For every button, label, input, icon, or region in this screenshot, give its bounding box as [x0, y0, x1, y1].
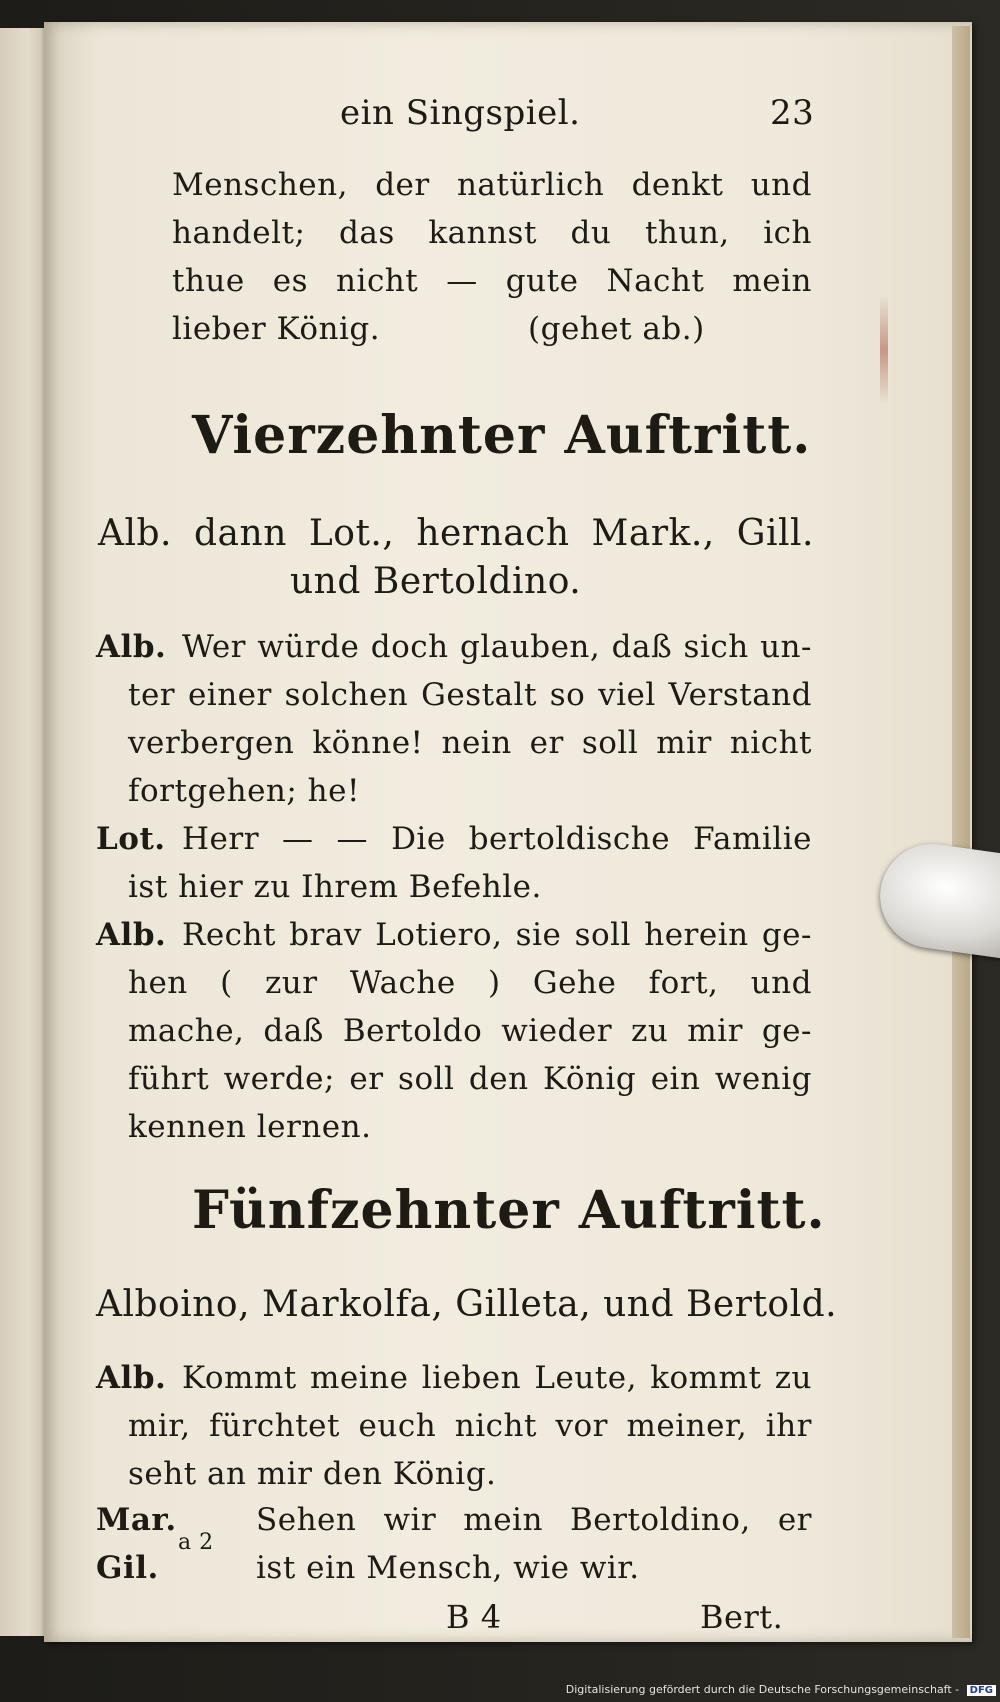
speech-line: Wer würde doch glauben, daß sich un- [182, 629, 812, 665]
cast-list: Alboino, Markolfa, Gilleta, und Bertold. [96, 1284, 838, 1325]
page-number: 23 [770, 93, 815, 133]
speech-line: Recht brav Lotiero, sie soll herein ge- [182, 917, 812, 953]
speech-line: hen ( zur Wache ) Gehe fort, und [128, 965, 812, 1001]
speaker-name [96, 629, 166, 665]
speech-line: führt werde; er soll den König ein wenig [128, 1061, 812, 1097]
speaker-name [96, 1502, 177, 1538]
speech-line: ist hier zu Ihrem Befehle. [128, 869, 542, 905]
speaker-name [96, 1550, 159, 1586]
speech-line: Kommt meine lieben Leute, kommt zu [182, 1360, 812, 1396]
speech-line: verbergen könne! nein er soll mir nicht [128, 725, 812, 761]
ensemble-marker: a 2 [178, 1530, 214, 1555]
digitization-credit: Digitalisierung gefördert durch die Deutsche Forschungsgemeinschaft - DFG [560, 1683, 996, 1701]
speech-line: Herr — — Die bertoldische Familie [182, 821, 812, 857]
running-head: ein Singspiel. [340, 93, 581, 133]
signature-mark: B 4 [446, 1598, 502, 1636]
speech-line: kennen lernen. [128, 1109, 372, 1145]
text-line: thue es nicht — gute Nacht mein [172, 263, 812, 299]
scene-heading: Fünfzehnter Auftritt. [192, 1180, 826, 1241]
speech-line: mache, daß Bertoldo wieder zu mir ge- [128, 1013, 812, 1049]
text-line: Menschen, der natürlich denkt und [172, 167, 812, 203]
speaker: Mar. [96, 1502, 177, 1538]
speaker-name [96, 821, 166, 857]
speaker: Alb. [96, 1360, 167, 1396]
cast-list: Alb. dann Lot., hernach Mark., Gill. [98, 513, 814, 554]
speaker-name [96, 917, 166, 953]
text-line: lieber König. [172, 311, 381, 347]
dfg-logo: DFG [967, 1685, 996, 1696]
speaker: Gil. [96, 1550, 159, 1586]
speech-line: ter einer solchen Gestalt so viel Verstand [128, 677, 812, 713]
speech-line: Sehen wir mein Bertoldino, er [256, 1502, 812, 1538]
text-line: handelt; das kannst du thun, ich [172, 215, 812, 251]
speaker: Alb. [96, 629, 167, 665]
speaker: Lot. [96, 821, 166, 857]
speaker: Alb. [96, 917, 167, 953]
catchword: Bert. [700, 1598, 784, 1636]
speech-line: seht an mir den König. [128, 1456, 497, 1492]
cast-list: und Bertoldino. [290, 561, 582, 602]
speech-line: mir, fürchtet euch nicht vor meiner, ihr [128, 1408, 812, 1444]
scene-heading: Vierzehnter Auftritt. [192, 405, 812, 466]
speech-line: ist ein Mensch, wie wir. [256, 1550, 640, 1586]
stage-direction: (gehet ab.) [528, 311, 705, 347]
speaker-name [96, 1360, 166, 1396]
credit-text: Digitalisierung gefördert durch die Deutsche Forschungsgemeinschaft [565, 1683, 952, 1696]
speech-line: fortgehen; he! [128, 773, 360, 809]
